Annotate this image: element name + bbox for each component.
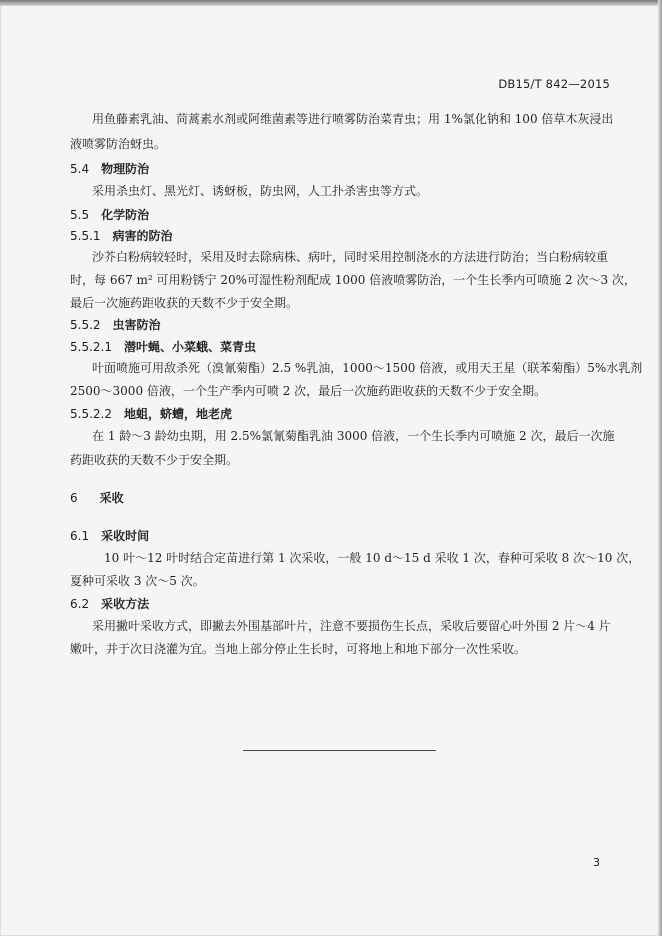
paragraph-line: 采用杀虫灯、黑光灯、诱蚜板，防虫网，人工扑杀害虫等方式。 — [92, 184, 429, 198]
section-title: 采收 — [99, 491, 124, 505]
section-heading-5-5-2 — [70, 318, 161, 332]
paragraph-line: 沙芥白粉病较轻时，采用及时去除病株、病叶，同时采用控制浇水的方法进行防治；当白粉病较重 — [92, 250, 609, 264]
scan-right-edge — [658, 0, 662, 936]
section-heading-5-4 — [70, 162, 149, 176]
section-heading-6 — [70, 491, 124, 505]
paragraph-line: 用鱼藤素乳油、苘蒿素水剂或阿维菌素等进行喷雾防治菜青虫；用 1%氯化钠和 100 倍草木灰浸出 — [92, 112, 614, 126]
section-heading-6-1 — [70, 529, 149, 543]
paragraph-line: 时，每 667 m² 可用粉锈宁 20%可湿性粉剂配成 1000 倍液喷雾防治，一个生长季内可喷施 2 次～3 次， — [70, 273, 636, 287]
section-number: 5.5 — [70, 208, 90, 222]
section-number: 6.1 — [70, 529, 90, 543]
paragraph-line: 药距收获的天数不少于安全期。 — [70, 453, 239, 467]
section-title: 化学防治 — [101, 208, 150, 222]
section-number: 6.2 — [70, 597, 90, 611]
section-number: 5.5.2 — [70, 318, 101, 332]
section-title: 虫害防治 — [112, 318, 161, 332]
section-number: 6 — [70, 491, 78, 505]
section-heading-5-5-1 — [70, 229, 173, 243]
paragraph-line: 10 叶～12 叶时结合定苗进行第 1 次采收，一般 10 d～15 d 采收 1 次，春种可采收 8 次～10 次， — [104, 551, 641, 565]
section-title: 采收时间 — [101, 529, 150, 543]
standard-code: DB15/T 842—2015 — [498, 77, 610, 91]
paragraph-line: 夏种可采收 3 次～5 次。 — [70, 574, 205, 588]
paragraph-line: 嫩叶，并于次日浇灌为宜。当地上部分停止生长时，可将地上和地下部分一次性采收。 — [70, 642, 527, 656]
section-number: 5.4 — [70, 162, 90, 176]
section-heading-5-5-2-2 — [70, 407, 232, 421]
section-number: 5.5.2.2 — [70, 407, 112, 421]
section-heading-5-5-2-1 — [70, 340, 256, 354]
paragraph-line: 液喷雾防治蚜虫。 — [70, 137, 167, 151]
section-title: 潜叶蝇、小菜蛾、菜青虫 — [123, 340, 256, 354]
paragraph-line: 最后一次施药距收获的天数不少于安全期。 — [70, 296, 299, 310]
paragraph-line: 叶面喷施可用敌杀死（溴氰菊酯）2.5 %乳油，1000～1500 倍液，或用天王星（联苯菊酯）5%水乳剂 — [92, 361, 643, 375]
section-number: 5.5.2.1 — [70, 340, 112, 354]
page-number: 3 — [593, 856, 600, 869]
section-title: 地蛆，蛴螬，地老虎 — [123, 407, 232, 421]
section-title: 物理防治 — [101, 162, 150, 176]
section-title: 病害的防治 — [112, 229, 173, 243]
paragraph-line: 采用撇叶采收方式，即撇去外围基部叶片，注意不要损伤生长点，采收后要留心叶外围 2 片～4 片 — [92, 619, 611, 633]
section-number: 5.5.1 — [70, 229, 101, 243]
section-heading-5-5 — [70, 208, 149, 222]
section-heading-6-2 — [70, 597, 149, 611]
end-rule — [243, 750, 436, 751]
scan-top-edge — [0, 0, 662, 6]
section-title: 采收方法 — [101, 597, 150, 611]
paragraph-line: 在 1 龄～3 龄幼虫期，用 2.5%氯氰菊酯乳油 3000 倍液，一个生长季内可喷施 2 次，最后一次施 — [92, 429, 615, 443]
paragraph-line: 2500～3000 倍液，一个生产季内可喷 2 次，最后一次施药距收获的天数不少于安全期。 — [70, 384, 547, 398]
